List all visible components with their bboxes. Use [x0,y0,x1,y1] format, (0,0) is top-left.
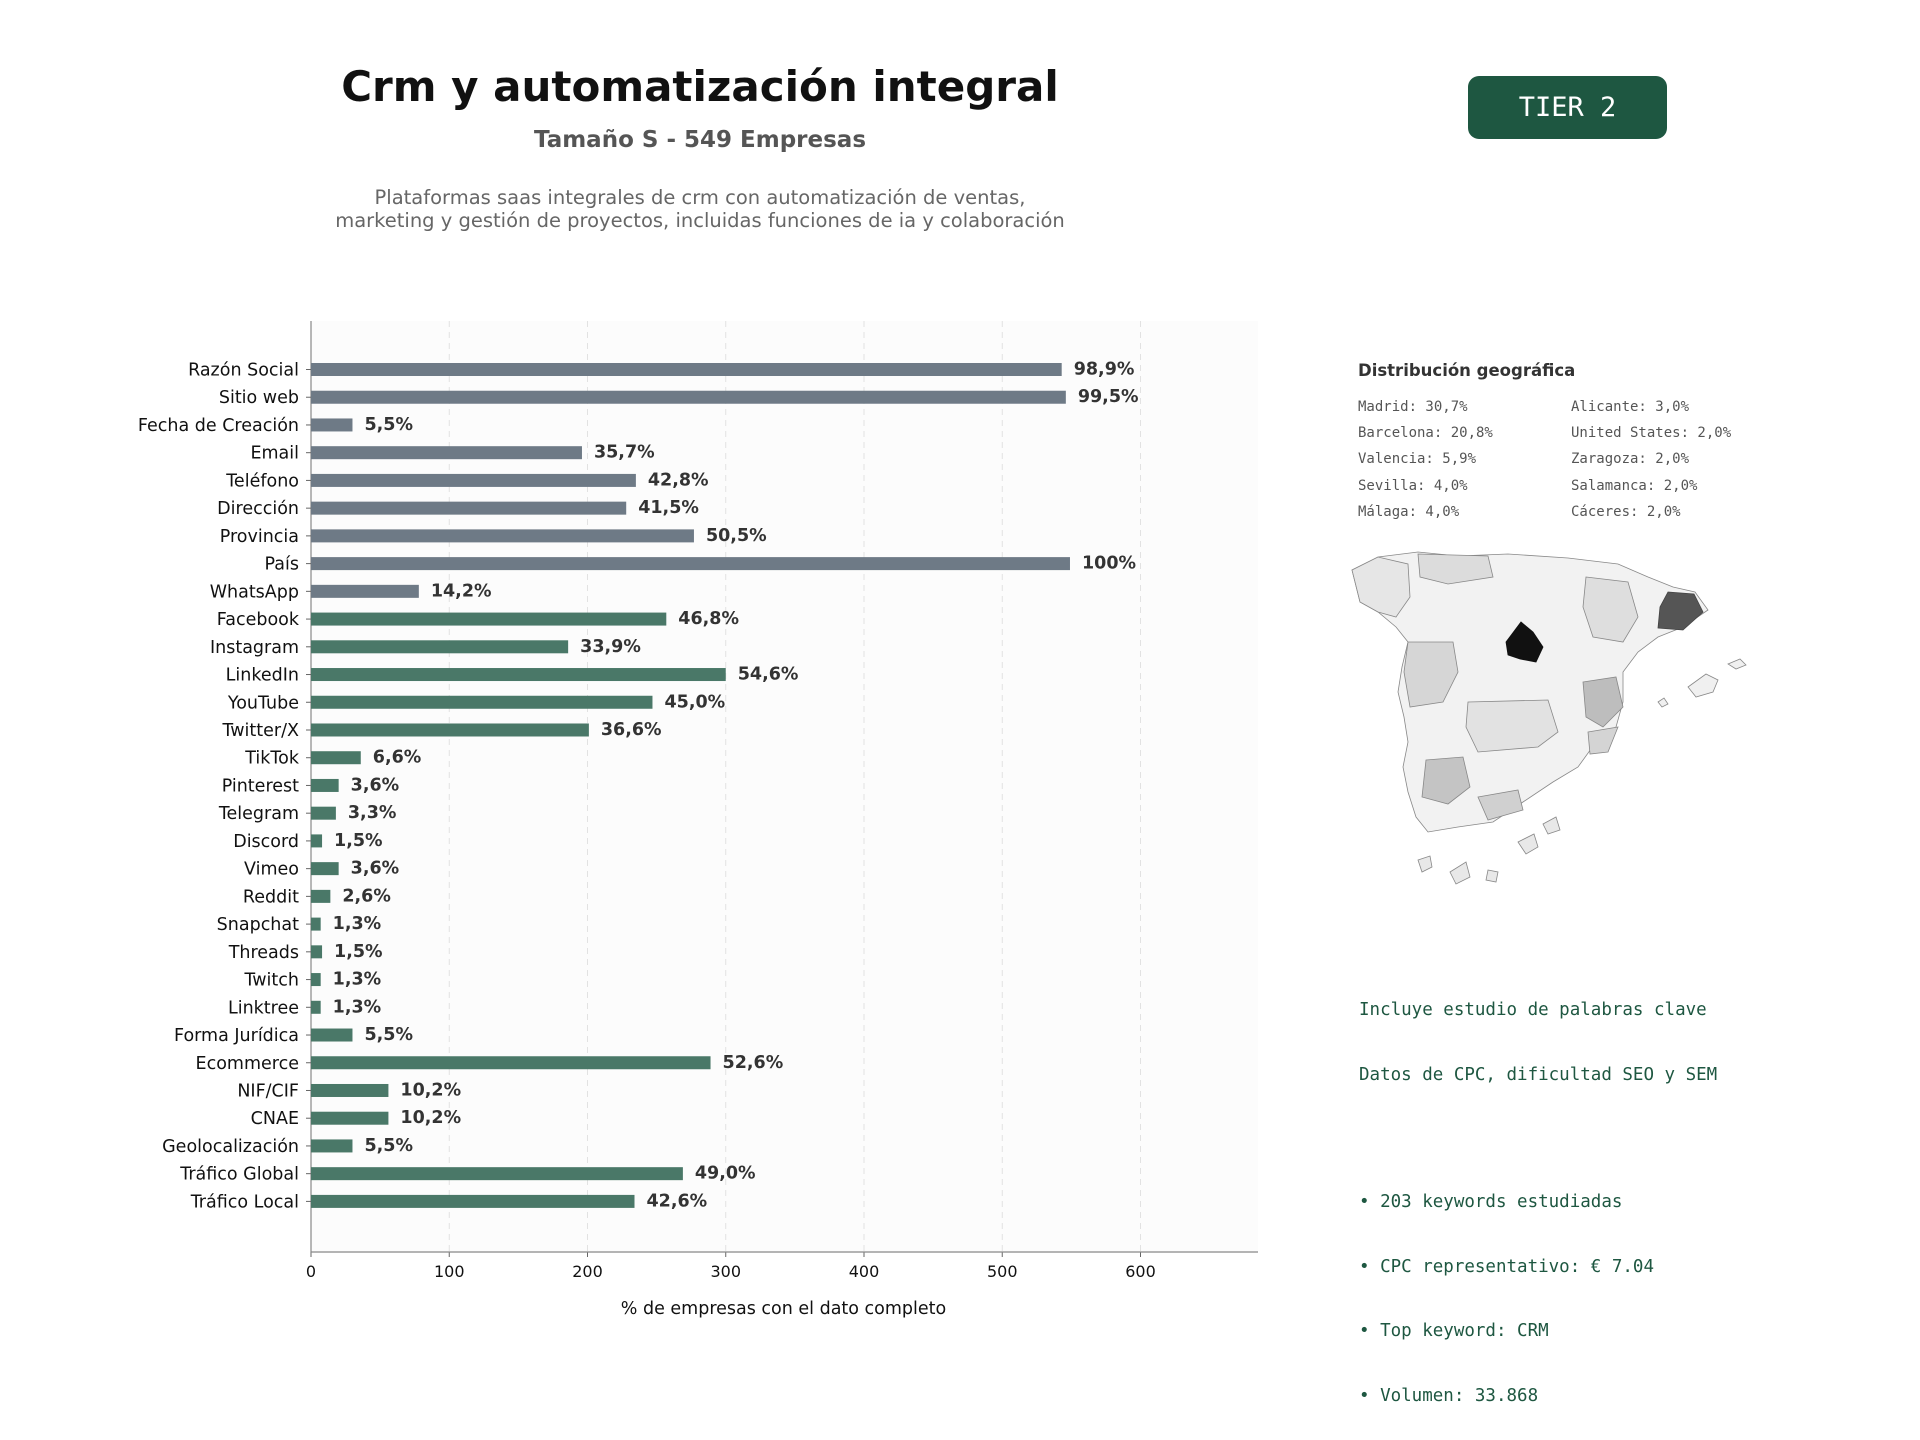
category-label: Provincia [219,526,299,547]
value-label: 3,6% [350,858,400,879]
bar [311,1167,683,1180]
geo-item: Málaga: 4,0% [1358,503,1460,520]
chart-title: Crm y automatización integral [341,62,1059,111]
category-label: Email [250,443,299,464]
bar [311,1195,635,1208]
geo-item: Madrid: 30,7% [1358,399,1468,415]
bar [311,391,1066,404]
category-label: Threads [228,942,299,963]
value-label: 10,2% [400,1080,462,1101]
value-label: 1,5% [334,830,383,851]
category-label: Forma Jurídica [174,1026,299,1047]
value-label: 1,3% [332,997,382,1018]
bar [311,973,321,986]
category-label: País [264,554,299,575]
bar [311,807,336,820]
x-tick-label: 600 [1125,1262,1156,1281]
value-label: 1,5% [334,941,383,962]
x-axis-label: % de empresas con el dato completo [620,1299,947,1319]
geo-item: Sevilla: 4,0% [1358,477,1468,494]
category-label: TikTok [245,748,299,769]
bar [311,751,361,764]
category-label: Pinterest [221,776,299,797]
bar [311,585,419,598]
x-tick-label: 100 [433,1262,465,1281]
seo-bullet: • Volumen: 33.868 [1359,1385,1539,1406]
value-label: 5,5% [364,1135,414,1156]
geo-item: Alicante: 3,0% [1571,399,1690,415]
value-label: 14,2% [430,581,492,602]
bar [311,1112,388,1125]
spain-choropleth-map [1338,542,1858,912]
geo-item: Barcelona: 20,8% [1358,425,1493,442]
category-label: Telegram [218,804,299,825]
value-label: 3,6% [350,775,400,796]
bar [311,640,568,653]
category-label: YouTube [227,693,299,714]
category-label: Vimeo [244,859,299,880]
bar [311,945,322,958]
value-label: 98,9% [1073,359,1135,380]
bar [311,557,1070,570]
seo-bullet: • Top keyword: CRM [1359,1321,1549,1341]
map-barcelona [1658,592,1703,630]
geo-item: Cáceres: 2,0% [1571,503,1681,520]
bar [311,696,652,709]
category-label: Linktree [227,998,299,1019]
map-galicia [1352,557,1410,617]
chart-description: Plataformas saas integrales de crm con automatización de ventas, marketing y gestión de proyectos, incluidas funciones de ia y colaboración [335,186,1065,232]
bar [311,1084,388,1097]
value-label: 3,3% [347,803,397,824]
bar [311,1029,352,1042]
bar [311,1001,321,1014]
geo-distribution-title: Distribución geográfica [1358,361,1576,380]
category-label: Twitter/X [222,720,299,741]
value-label: 45,0% [664,692,726,713]
geo-item: Valencia: 5,9% [1358,451,1477,468]
map-balearic-islands [1658,659,1746,707]
geo-item: Salamanca: 2,0% [1571,477,1698,494]
category-label: Sitio web [218,388,299,409]
x-tick-label: 300 [710,1262,742,1281]
bar [311,918,321,931]
bar [311,834,322,847]
seo-bullet: • CPC representativo: € 7.04 [1359,1256,1655,1277]
bar [311,418,352,431]
bar [311,862,339,875]
category-label: Snapchat [216,915,299,936]
value-label: 36,6% [600,719,662,740]
value-label: 42,6% [646,1191,708,1212]
x-tick-label: 200 [572,1262,603,1281]
chart-subtitle: Tamaño S - 549 Empresas [533,127,867,153]
seo-line-2: Datos de CPC, dificultad SEO y SEM [1359,1064,1718,1085]
value-label: 46,8% [678,609,740,630]
value-label: 10,2% [400,1108,462,1129]
value-label: 5,5% [364,414,414,435]
x-tick-label: 400 [848,1262,880,1281]
value-label: 1,3% [332,969,382,990]
bar [311,529,694,542]
bar [311,613,666,626]
category-label: Tráfico Global [180,1164,299,1185]
value-label: 2,6% [342,886,391,907]
value-label: 50,5% [705,525,767,546]
bar [311,890,330,903]
map-alicante [1588,727,1618,754]
bar [311,723,589,736]
category-label: Razón Social [188,360,299,381]
category-label: Instagram [209,637,299,658]
category-label: Discord [233,831,299,852]
value-label: 42,8% [647,470,709,491]
value-label: 41,5% [638,498,699,519]
bar [311,474,636,487]
bar [311,779,339,792]
category-label: Tráfico Local [190,1192,299,1213]
category-label: Ecommerce [195,1053,299,1074]
category-label: Geolocalización [162,1136,299,1157]
tier-badge: TIER 2 [1468,76,1667,139]
seo-bullet: • 203 keywords estudiadas [1359,1192,1623,1212]
seo-panel [1359,957,1717,1429]
value-label: 52,6% [722,1052,784,1073]
value-label: 5,5% [364,1025,414,1046]
value-label: 35,7% [593,442,655,463]
category-label: Teléfono [226,471,299,492]
bar [311,1139,352,1152]
category-label: NIF/CIF [237,1081,299,1102]
value-label: 1,3% [332,914,382,935]
geo-list-left [1358,397,1493,528]
bar [311,668,726,681]
geo-item: United States: 2,0% [1571,425,1732,442]
value-label: 33,9% [580,636,641,657]
category-label: WhatsApp [209,582,299,603]
category-label: CNAE [250,1109,299,1130]
bar [311,363,1062,376]
category-label: Fecha de Creación [137,415,299,436]
geo-list-right [1571,397,1731,528]
bar [311,502,626,515]
x-tick-label: 0 [305,1262,317,1281]
category-label: LinkedIn [225,665,299,686]
geo-item: Zaragoza: 2,0% [1571,451,1690,468]
category-label: Reddit [242,887,299,908]
category-label: Facebook [216,610,299,631]
category-label: Twitch [244,970,299,991]
value-label: 49,0% [694,1163,756,1184]
category-label: Dirección [217,499,299,520]
value-label: 6,6% [372,747,422,768]
value-label: 100% [1081,553,1137,574]
x-tick-label: 500 [986,1262,1018,1281]
bar [311,1056,711,1069]
seo-line-1: Incluye estudio de palabras clave [1359,1000,1707,1020]
value-label: 54,6% [737,664,799,685]
value-label: 99,5% [1077,387,1139,408]
bar [311,446,582,459]
